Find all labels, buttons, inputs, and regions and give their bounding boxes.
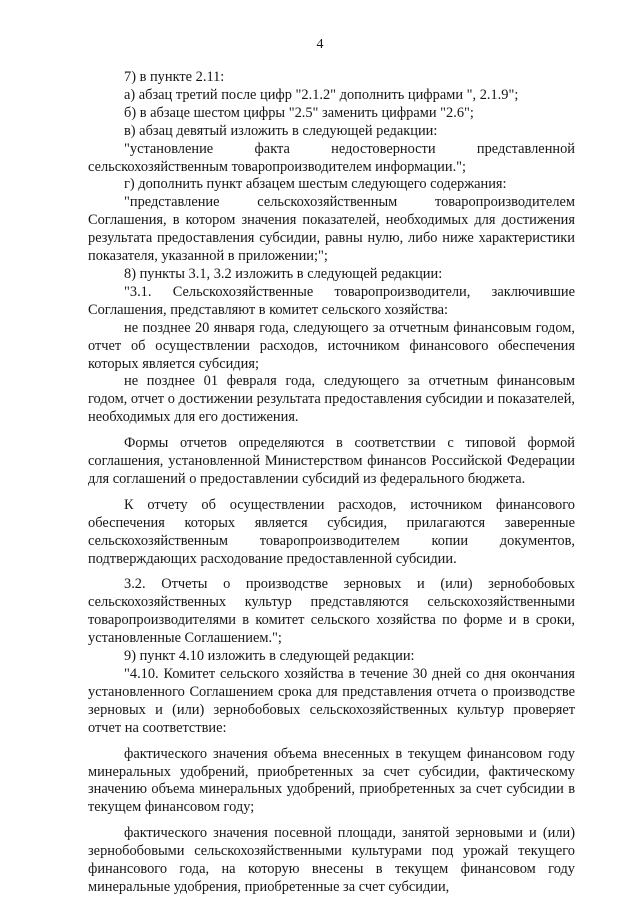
clause-3-2: 3.2. Отчеты о производстве зерновых и (или) зернобобовых сельскохозяйственных культур представляются сельскохозяйственными товаропроизводителями в комитет сельского хозяйства по форме и в сроки, установленные Соглашением.";: [88, 576, 575, 647]
clause-3-1-deadline-1: не позднее 20 января года, следующего за отчетным финансовым годом, отчет об осуществлении расходов, источником финансового обеспечения которых является субсидия;: [88, 319, 575, 372]
item-7b: б) в абзаце шестом цифры "2.5" заменить цифрами "2.6";: [124, 104, 474, 121]
page-number: 4: [316, 37, 324, 52]
item-7a: а) абзац третий после цифр "2.1.2" дополнить цифрами ", 2.1.9";: [124, 86, 519, 103]
clause-4-10: "4.10. Комитет сельского хозяйства в течение 30 дней со дня окончания установленного Соглашением срока для представления отчета о производстве зерновых и (или) зернобобовых сельскохозяйственных культур проверяет отчет на соответствие:: [88, 666, 575, 736]
clause-3-1-forms: Формы отчетов определяются в соответствии с типовой формой соглашения, установленной Министерством финансов Российской Федерации для соглашений о предоставлении субсидий из федерального бюджета.: [88, 435, 575, 487]
item-7g: г) дополнить пункт абзацем шестым следующего содержания:: [124, 176, 507, 193]
item-7-heading: 7) в пункте 2.11:: [124, 69, 225, 85]
clause-3-1-attachments: К отчету об осуществлении расходов, источником финансового обеспечения которых является субсидия, прилагаются заверенные сельскохозяйственным товаропроизводителем копии документов, подтверждающих расходование предоставленной субсидии.: [88, 496, 575, 567]
item-9-heading: 9) пункт 4.10 изложить в следующей редакции:: [124, 648, 415, 665]
clause-4-10-check-1: фактического значения объема внесенных в текущем финансовом году минеральных удобрений, приобретенных за счет субсидии, фактическому значению объема минеральных удобрений, приобретенных за счет субсидии в текущем финансовом году;: [88, 745, 575, 816]
document-body: [88, 69, 575, 897]
item-7v: в) абзац девятый изложить в следующей редакции:: [124, 122, 438, 139]
item-7g-text: "представление сельскохозяйственным товаропроизводителем Соглашения, в котором значения показателей, необходимых для достижения результата предоставления субсидии, равны нулю, либо ниже характеристики показателя, указанной в приложении;";: [88, 194, 575, 265]
clause-3-1: "3.1. Сельскохозяйственные товаропроизводители, заключившие Соглашения, представляют в комитет сельского хозяйства:: [88, 283, 575, 318]
item-7v-text: "установление факта недостоверности представленной сельскохозяйственным товаропроизводителем информации.";: [88, 140, 575, 175]
clause-4-10-check-2: фактического значения посевной площади, занятой зерновыми и (или) зернобобовыми сельскохозяйственными культурами под урожай текущего финансового года, на которую внесены в текущем финансовом году минеральные удобрения, приобретенные за счет субсидии,: [88, 825, 575, 895]
clause-3-1-deadline-2: не позднее 01 февраля года, следующего за отчетным финансовым годом, отчет о достижении результата предоставления субсидии и показателей, необходимых для его достижения.: [88, 373, 575, 426]
item-8-heading: 8) пункты 3.1, 3.2 изложить в следующей редакции:: [124, 265, 443, 282]
